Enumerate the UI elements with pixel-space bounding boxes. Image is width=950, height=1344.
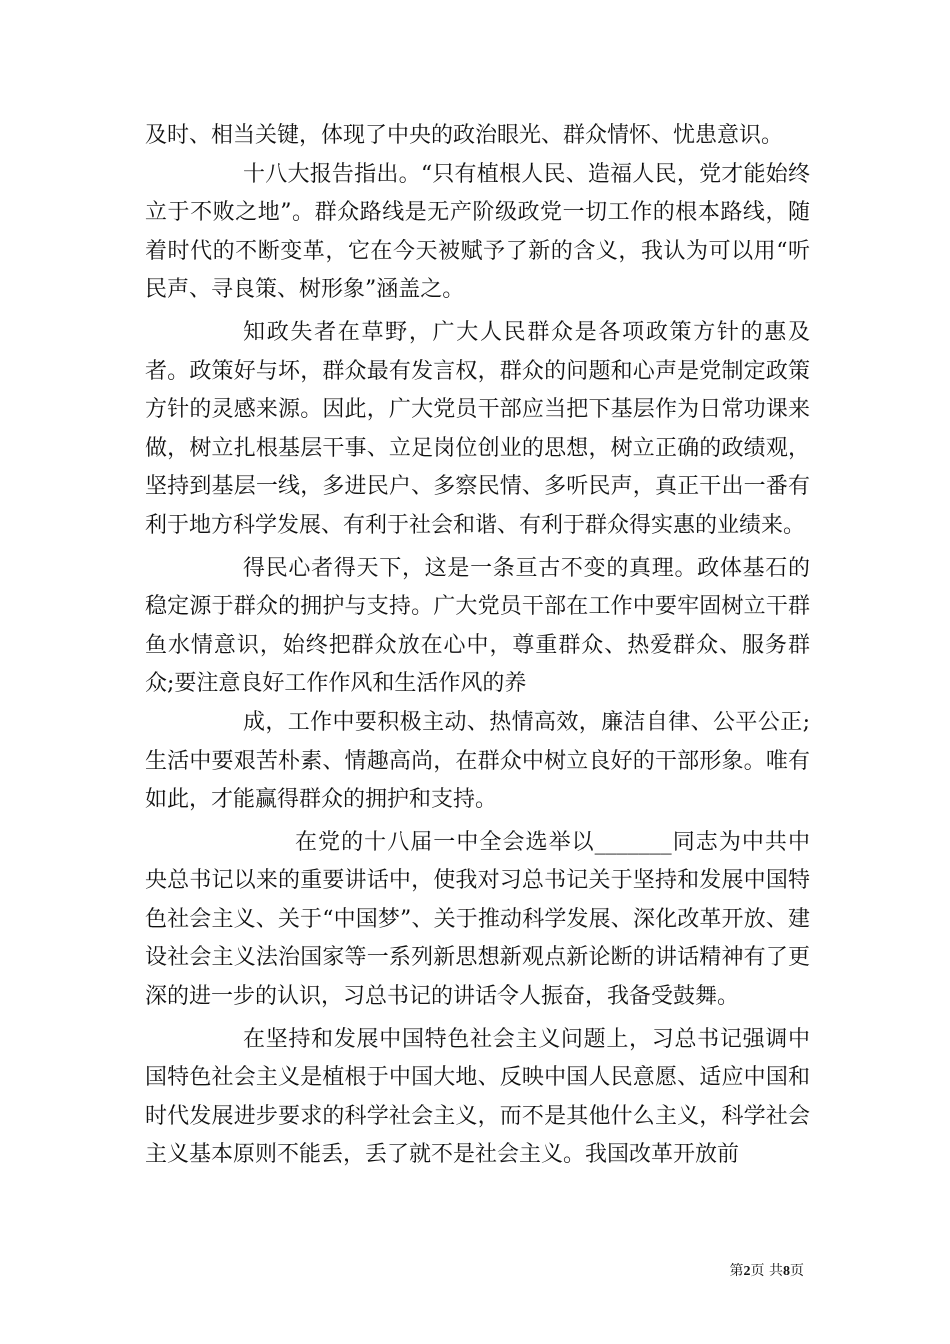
total-page-number: 8 xyxy=(783,1264,790,1279)
footer-middle: 页 共 xyxy=(750,1263,783,1279)
footer-prefix: 第 xyxy=(729,1263,744,1279)
current-page-number: 2 xyxy=(743,1264,751,1279)
footer-suffix: 页 xyxy=(790,1263,804,1279)
paragraph-2: 十八大报告指出。“只有植根人民、造福人民，党才能始终立于不败之地”。群众路线是无产阶级政党一切工作的根本路线，随着时代的不断变革，它在今天被赋予了新的含义，我认为可以用“听民声、寻良策、树形象”涵盖之。 xyxy=(145,161,810,303)
page-number-footer xyxy=(730,1262,804,1281)
paragraph-1: 及时、相当关键，体现了中央的政治眼光、群众情怀、忧患意识。 xyxy=(145,123,784,148)
paragraph-3: 知政失者在草野，广大人民群众是各项政策方针的惠及者。政策好与坏，群众最有发言权，群众的问题和心声是党制定政策方针的灵感来源。因此，广大党员干部应当把下基层作为日常功课来做，树立扎根基层干事、立足岗位创业的思想，树立正确的政绩观，坚持到基层一线，多进民户、多察民情、多听民声，真正干出一番有利于地方科学发展、有利于社会和谐、有利于群众得实惠的业绩来。 xyxy=(145,319,810,538)
paragraph-7: 在坚持和发展中国特色社会主义问题上，习总书记强调中国特色社会主义是植根于中国大地、反映中国人民意愿、适应中国和时代发展进步要求的科学社会主义，而不是其他什么主义，科学社会主义基本原则不能丢，丢了就不是社会主义。我国改革开放前 xyxy=(145,1026,810,1168)
paragraph-4: 得民心者得天下，这是一条亘古不变的真理。政体基石的稳定源于群众的拥护与支持。广大党员干部在工作中要牢固树立干群鱼水情意识，始终把群众放在心中，尊重群众、热爱群众、服务群众;要注意良好工作作风和生活作风的养 xyxy=(145,555,810,697)
paragraph-6: 在党的十八届一中全会选举以_______同志为中共中央总书记以来的重要讲话中，使我对习总书记关于坚持和发展中国特色社会主义、关于“中国梦”、关于推动科学发展、深化改革开放、建设社会主义法治国家等一系列新思想新观点新论断的讲话精神有了更深的进一步的认识，习总书记的讲话令人振奋，我备受鼓舞。 xyxy=(145,829,810,1010)
document-body xyxy=(145,117,810,1175)
paragraph-5: 成，工作中要积极主动、热情高效，廉洁自律、公平公正;生活中要艰苦朴素、情趣高尚，在群众中树立良好的干部形象。唯有如此，才能赢得群众的拥护和支持。 xyxy=(145,709,810,813)
